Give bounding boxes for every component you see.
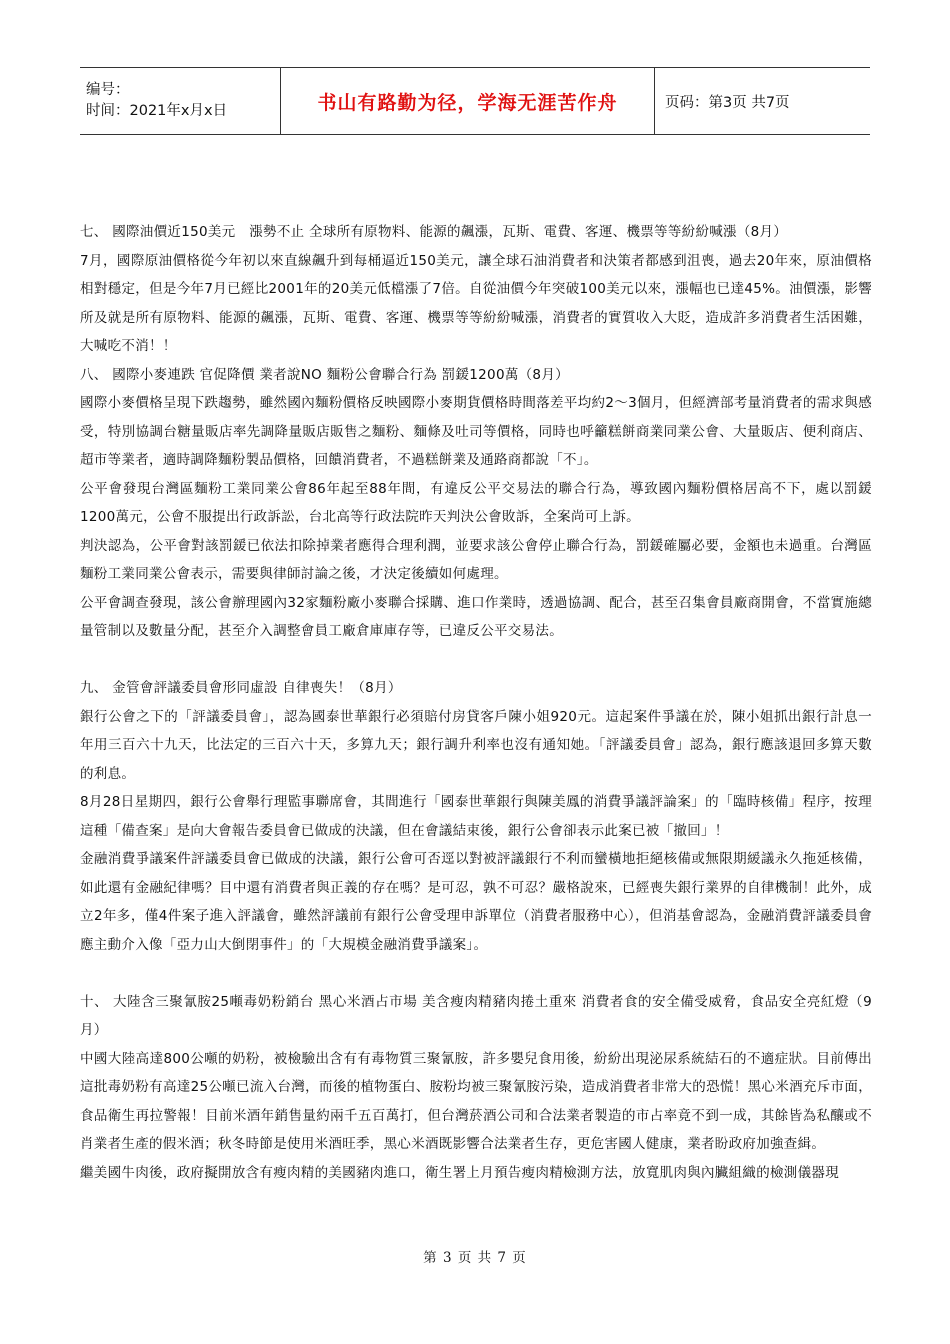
paragraph: 國際小麥價格呈現下跌趨勢，雖然國內麵粉價格反映國際小麥期貨價格時間落差平均約2～3個月，但經濟部考量消費者的需求與感受，特別協調台糖量販店率先調降量販店販售之麵粉、麵條及吐司等價格，同時也呼籲糕餅商業同業公會、大量販店、便利商店、超市等業者，適時調降麵粉製品價格，回饋消費者，不過糕餅業及通路商都說「不」。 xyxy=(80,395,872,468)
section-heading: 九、 金管會評議委員會形同虛設 自律喪失！（8月） xyxy=(80,680,402,696)
paragraph: 8月28日星期四，銀行公會舉行理監事聯席會，其間進行「國泰世華銀行與陳美鳳的消費爭議評論案」的「臨時核備」程序，按理這種「備查案」是向大會報告委員會已做成的決議，但在會議結束後，銀行公會卻表示此案已被「撤回」！ xyxy=(80,794,872,839)
header-motto xyxy=(280,68,655,134)
section-heading: 七、 國際油價近150美元 漲勢不止 全球所有原物料、能源的飆漲，瓦斯、電費、客運、機票等等紛紛喊漲（8月） xyxy=(80,224,788,240)
page-number-label: 页码：第3页 共7页 xyxy=(665,94,790,111)
motto-text: 书山有路勤为径，学海无涯苦作舟 xyxy=(317,91,618,114)
paragraph: 中國大陸高達800公噸的奶粉，被檢驗出含有有毒物質三聚氰胺，許多嬰兒食用後，紛紛出現泌尿系統結石的不適症狀。目前傳出這批毒奶粉有高達25公噸已流入台灣，而後的植物蛋白、胺粉均被三聚氰胺污染，造成消費者非常大的恐慌！黑心米酒充斥市面，食品衛生再拉警報！目前米酒年銷售量約兩千五百萬打，但台灣菸酒公司和合法業者製造的市占率竟不到一成，其餘皆為私釀或不肖業者生產的假米酒；秋冬時節是使用米酒旺季，黑心米酒既影響合法業者生存，更危害國人健康，業者盼政府加強查緝。 xyxy=(80,1050,872,1152)
section-9 xyxy=(80,674,872,959)
header-page-info xyxy=(655,68,870,134)
paragraph: 7月，國際原油價格從今年初以來直線飆升到每桶逼近150美元，讓全球石油消費者和決策者都感到沮喪，過去20年來，原油價格相對穩定，但是今年7月已經比2001年的20美元低檔漲了7倍。自從油價今年突破100美元以來，漲幅也已達45%。油價漲，影響所及就是所有原物料、能源的飆漲，瓦斯、電費、客運、機票等等紛紛喊漲，消費者的實質收入大貶，造成許多消費者生活困難，大喊吃不消！！ xyxy=(80,252,872,354)
document-number-label: 编号： xyxy=(86,82,130,98)
header-meta xyxy=(80,68,280,134)
section-7 xyxy=(80,218,872,361)
paragraph: 判決認為，公平會對該罰鍰已依法扣除掉業者應得合理利潤，並要求該公會停止聯合行為，罰鍰確屬必要，金額也未過重。台灣區麵粉工業同業公會表示，需要與律師討論之後，才決定後續如何處理。 xyxy=(80,537,872,582)
section-heading: 八、 國際小麥連跌 官促降價 業者說NO 麵粉公會聯合行為 罰鍰1200萬（8月） xyxy=(80,366,569,383)
section-heading: 十、 大陸含三聚氰胺25噸毒奶粉銷台 黑心米酒占市場 美含瘦肉精豬肉捲土重來 消費者食的安全備受威脅，食品安全亮紅燈（9月） xyxy=(80,993,872,1038)
footer-page-number: 第 3 页 共 7 页 xyxy=(423,1250,527,1266)
document-body xyxy=(80,218,872,1187)
page-header xyxy=(80,67,870,135)
document-date-label: 时间：2021年x月x日 xyxy=(86,103,228,119)
section-10 xyxy=(80,988,872,1188)
paragraph: 金融消費爭議案件評議委員會已做成的決議，銀行公會可否逕以對被評議銀行不利而蠻橫地拒絕核備或無限期緩議永久拖延核備，如此還有金融紀律嗎？目中還有消費者與正義的存在嗎？是可忍，孰不可忍？嚴格說來，已經喪失銀行業界的自律機制！此外，成立2年多，僅4件案子進入評議會，雖然評議前有銀行公會受理申訴單位（消費者服務中心），但消基會認為，金融消費評議委員會應主動介入像「亞力山大倒閉事件」的「大規模金融消費爭議案」。 xyxy=(80,851,872,953)
page-footer xyxy=(0,1246,950,1266)
section-8 xyxy=(80,361,872,646)
paragraph: 公平會發現台灣區麵粉工業同業公會86年起至88年間，有違反公平交易法的聯合行為，導致國內麵粉價格居高不下，處以罰鍰1200萬元，公會不服提出行政訴訟，台北高等行政法院昨天判決公會敗訴，全案尚可上訴。 xyxy=(80,480,872,525)
section-spacer xyxy=(80,646,872,675)
paragraph: 銀行公會之下的「評議委員會」，認為國泰世華銀行必須賠付房貸客戶陳小姐920元。這起案件爭議在於，陳小姐抓出銀行計息一年用三百六十九天，比法定的三百六十天，多算九天；銀行調升利率也沒有通知她。「評議委員會」認為，銀行應該退回多算天數的利息。 xyxy=(80,708,872,782)
section-spacer xyxy=(80,959,872,988)
paragraph: 繼美國牛肉後，政府擬開放含有瘦肉精的美國豬肉進口，衛生署上月預告瘦肉精檢測方法，放寬肌肉與內臟組織的檢測儀器現 xyxy=(80,1164,839,1181)
paragraph: 公平會調查發現，該公會辦理國內32家麵粉廠小麥聯合採購、進口作業時，透過協調、配合，甚至召集會員廠商開會，不當實施總量管制以及數量分配，甚至介入調整會員工廠倉庫庫存等，已違反公平交易法。 xyxy=(80,594,872,639)
